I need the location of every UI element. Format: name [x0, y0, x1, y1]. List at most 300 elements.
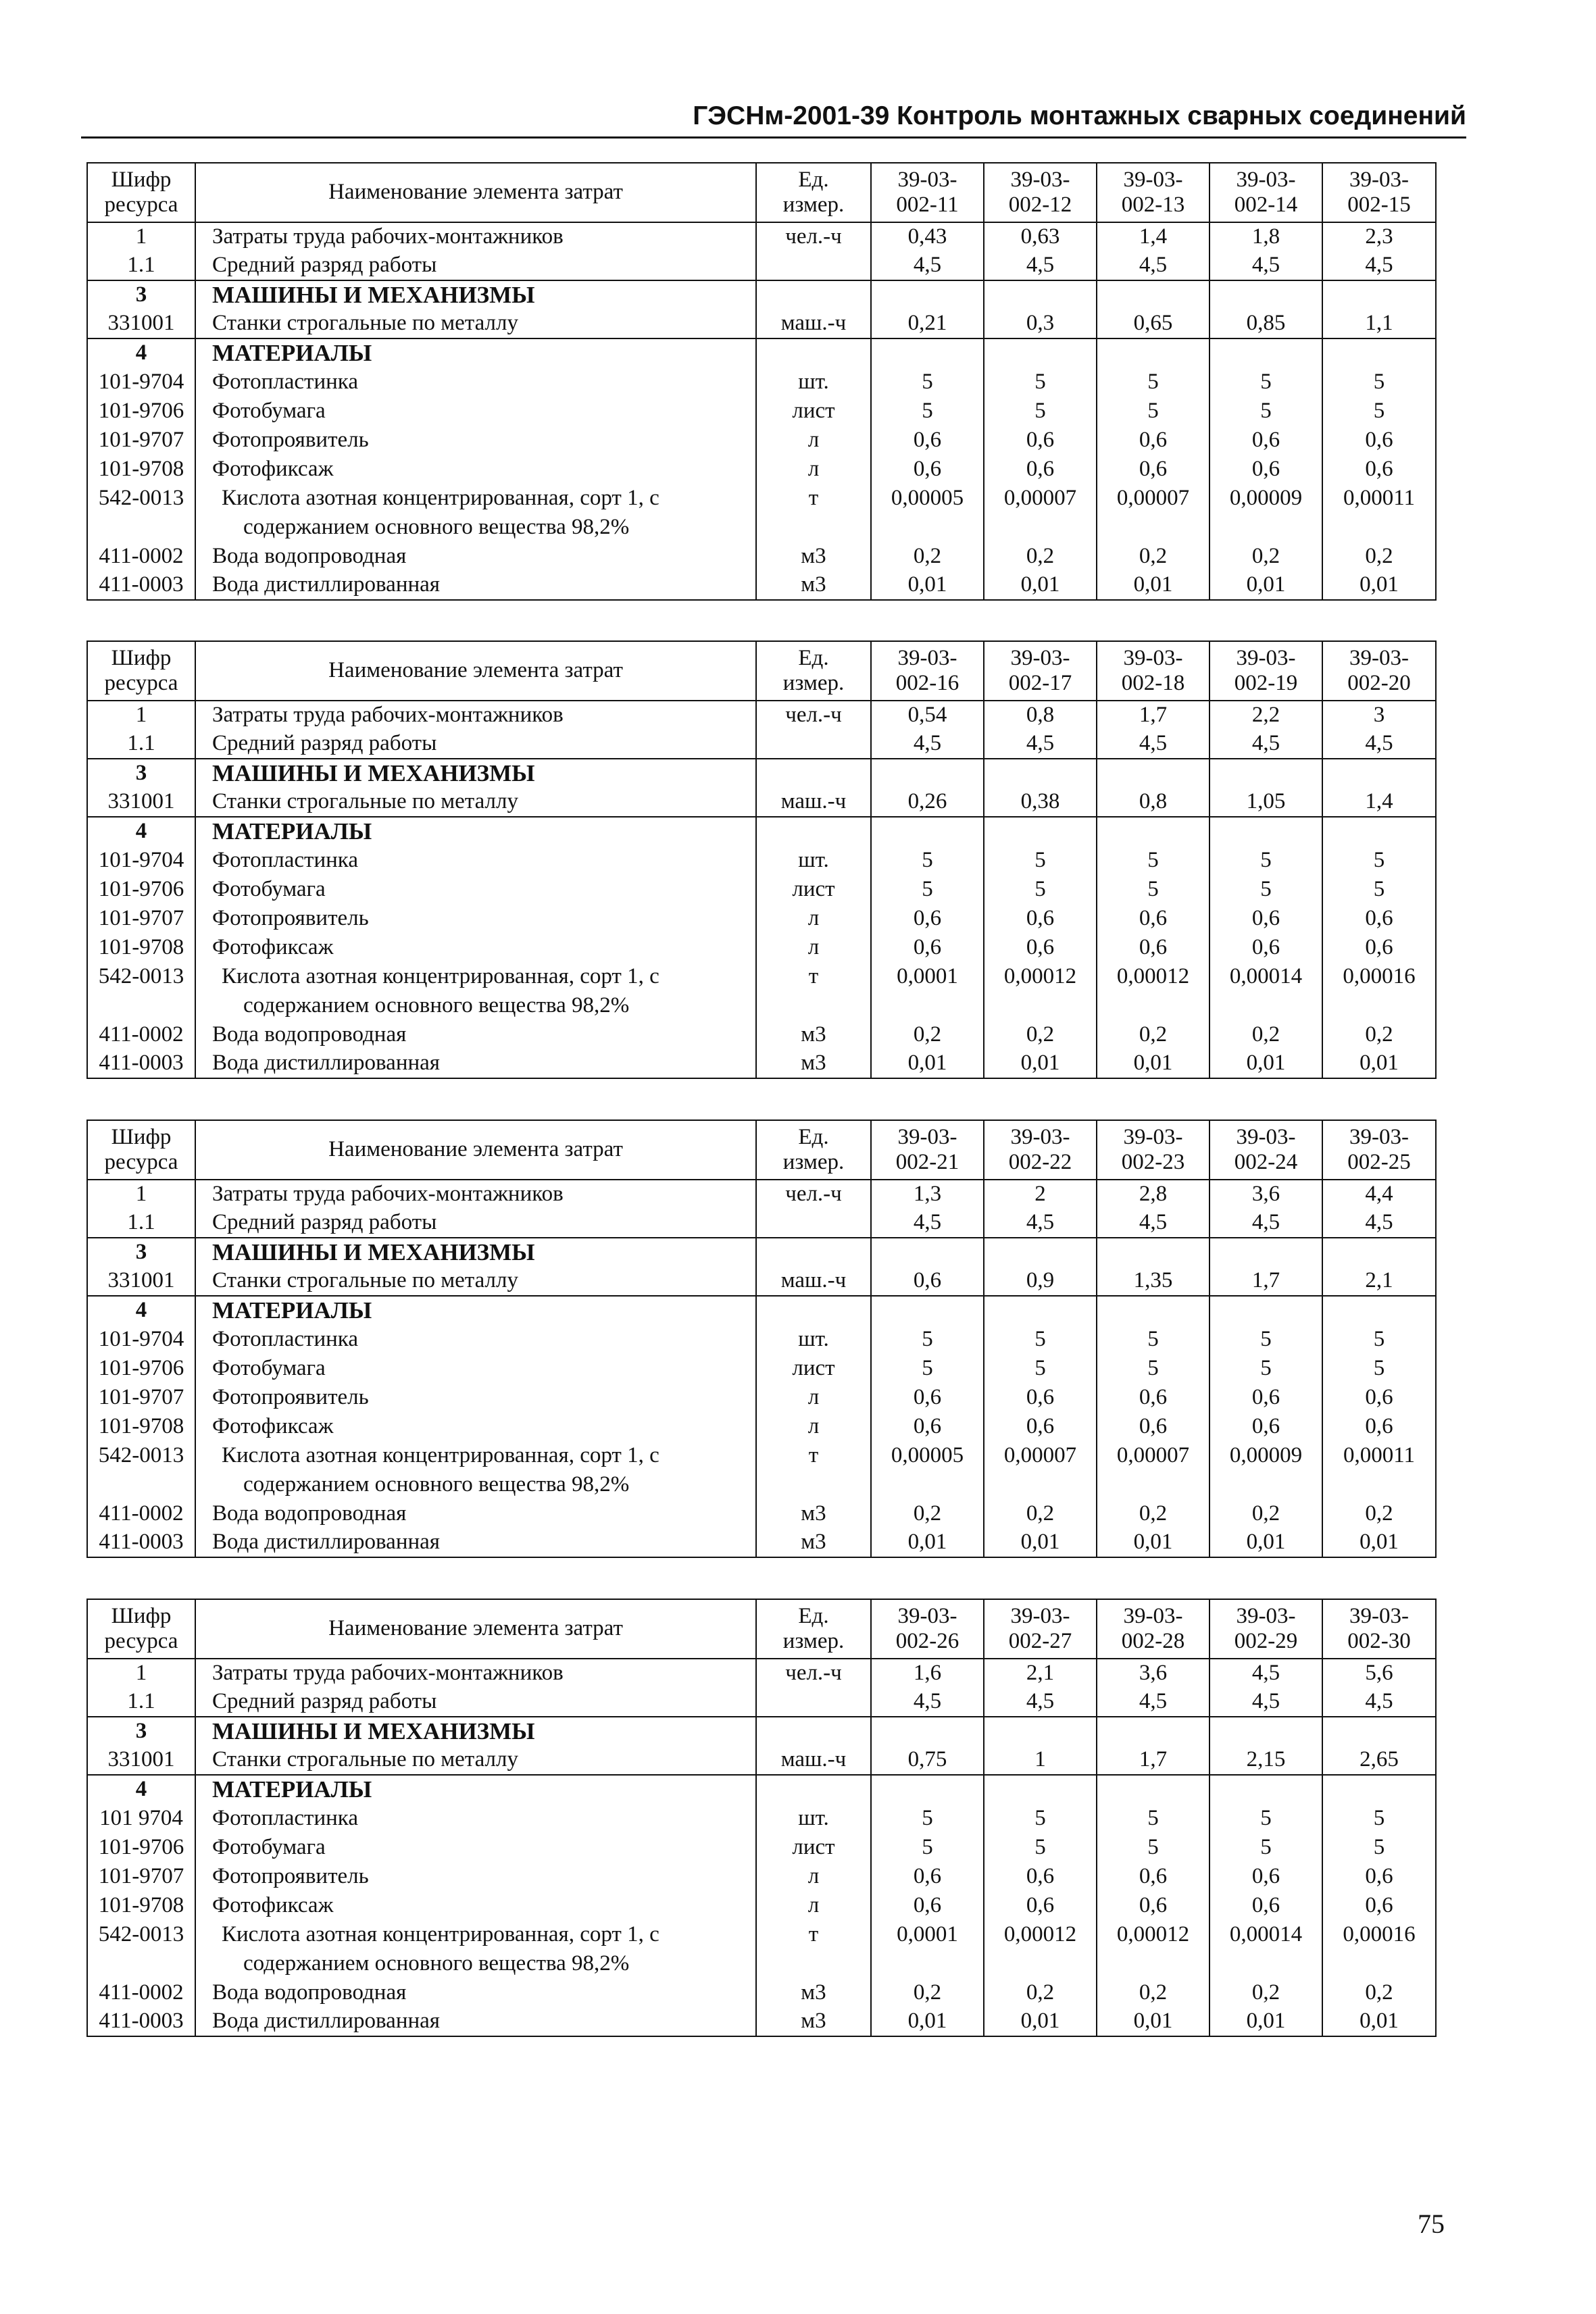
table-row [87, 1804, 1436, 1833]
resource-value: 0,21 [871, 309, 984, 338]
resource-value: 0,8 [984, 701, 1097, 730]
resource-code: 3 [87, 759, 195, 788]
resource-unit: т [756, 1920, 871, 1949]
resource-unit: м3 [756, 571, 871, 600]
header-norm-code [1322, 163, 1436, 222]
resource-unit: т [756, 1441, 871, 1470]
header-norm-code-line2: 002-30 [1347, 1629, 1411, 1653]
resource-value [871, 513, 984, 542]
resource-value [1210, 1470, 1322, 1499]
header-code-line2: ресурса [104, 1150, 178, 1174]
resource-value: 0,6 [1322, 1862, 1436, 1891]
resource-name: Фотобумага [195, 1354, 756, 1383]
table-row [87, 962, 1436, 991]
table-row [87, 484, 1436, 513]
resource-code: 1.1 [87, 1688, 195, 1717]
resource-code: 101-9704 [87, 846, 195, 875]
resource-unit: чел.-ч [756, 1659, 871, 1688]
table-header-row [87, 1120, 1436, 1180]
resource-code: 101-9708 [87, 1891, 195, 1920]
resource-unit [756, 338, 871, 368]
resource-value [984, 1296, 1097, 1325]
table-row [87, 1020, 1436, 1049]
resource-value: 5 [1097, 875, 1210, 904]
resource-name: Средний разряд работы [195, 251, 756, 280]
resource-value [871, 817, 984, 846]
resource-value: 1 [984, 1746, 1097, 1775]
header-unit-line1: Ед. [798, 1603, 829, 1628]
resource-value: 0,6 [1097, 904, 1210, 933]
header-norm-code-line1: 39-03- [1236, 645, 1296, 670]
table-row [87, 1949, 1436, 1978]
resource-value: 0,00014 [1210, 962, 1322, 991]
resource-value: 0,6 [1097, 455, 1210, 484]
resource-unit: л [756, 1862, 871, 1891]
resource-value [984, 280, 1097, 309]
table-row [87, 904, 1436, 933]
resource-value: 0,2 [1097, 542, 1210, 571]
resource-value: 0,3 [984, 309, 1097, 338]
resource-value [871, 1296, 984, 1325]
resource-value: 0,6 [1210, 1862, 1322, 1891]
resource-name: Фотобумага [195, 397, 756, 426]
header-norm-code [1210, 641, 1322, 701]
resource-value [984, 1470, 1097, 1499]
table-row [87, 280, 1436, 309]
resource-code: 101-9704 [87, 1325, 195, 1354]
resource-value: 0,01 [984, 1049, 1097, 1078]
table-row [87, 1209, 1436, 1238]
resource-value [1097, 1470, 1210, 1499]
table-row [87, 846, 1436, 875]
resource-code: 101-9707 [87, 904, 195, 933]
resource-value: 0,6 [871, 455, 984, 484]
resource-name: Кислота азотная концентрированная, сорт 1, с [195, 1441, 756, 1470]
resource-code: 101-9707 [87, 426, 195, 455]
resource-name: содержанием основного вещества 98,2% [195, 1949, 756, 1978]
table-row [87, 1296, 1436, 1325]
header-unit [756, 1599, 871, 1659]
header-norm-code-line1: 39-03- [1349, 167, 1409, 192]
resource-value: 2,2 [1210, 701, 1322, 730]
header-norm-code [871, 163, 984, 222]
header-norm-code-line2: 002-25 [1347, 1150, 1411, 1174]
resource-name: Вода дистиллированная [195, 571, 756, 600]
resource-value: 1,7 [1210, 1267, 1322, 1296]
resource-value: 0,2 [871, 1499, 984, 1528]
resource-unit: т [756, 962, 871, 991]
resource-value: 2 [984, 1180, 1097, 1209]
resource-value: 0,75 [871, 1746, 984, 1775]
resource-value: 0,6 [1322, 426, 1436, 455]
header-norm-code [1097, 641, 1210, 701]
table-row [87, 309, 1436, 338]
resource-unit: маш.-ч [756, 1267, 871, 1296]
header-norm-code [1097, 1120, 1210, 1180]
resource-value: 0,00009 [1210, 1441, 1322, 1470]
resource-unit: м3 [756, 1020, 871, 1049]
resource-value: 3,6 [1210, 1180, 1322, 1209]
resource-name: Фотофиксаж [195, 1891, 756, 1920]
resource-value: 0,2 [984, 1978, 1097, 2007]
resource-code: 101-9706 [87, 875, 195, 904]
resource-value: 1,1 [1322, 309, 1436, 338]
table-row [87, 251, 1436, 280]
header-norm-code-line1: 39-03- [1010, 1603, 1070, 1628]
resource-name: МАШИНЫ И МЕХАНИЗМЫ [195, 1238, 756, 1267]
resource-value: 0,63 [984, 222, 1097, 251]
resource-code: 411-0003 [87, 571, 195, 600]
resource-value: 0,00005 [871, 1441, 984, 1470]
resource-name: Фотопроявитель [195, 904, 756, 933]
resource-value: 0,26 [871, 788, 984, 817]
resource-value: 4,5 [1322, 1209, 1436, 1238]
resource-code: 3 [87, 280, 195, 309]
resource-unit: чел.-ч [756, 222, 871, 251]
resource-value [984, 1949, 1097, 1978]
resource-value [1322, 1296, 1436, 1325]
resource-name: Фотофиксаж [195, 1412, 756, 1441]
resource-code: 1.1 [87, 251, 195, 280]
resource-value: 0,00007 [984, 484, 1097, 513]
resource-value: 0,2 [1097, 1978, 1210, 2007]
resource-name: Вода водопроводная [195, 1499, 756, 1528]
resource-code: 101-9704 [87, 368, 195, 397]
table-row [87, 1412, 1436, 1441]
resource-code: 1 [87, 1180, 195, 1209]
resource-value: 1,8 [1210, 222, 1322, 251]
resource-value: 5 [984, 1804, 1097, 1833]
resource-name: Станки строгальные по металлу [195, 1746, 756, 1775]
header-norm-code-line1: 39-03- [897, 167, 957, 192]
resource-value: 0,01 [1097, 1528, 1210, 1557]
resource-name: Вода дистиллированная [195, 2007, 756, 2036]
table-row [87, 1862, 1436, 1891]
resource-code [87, 1949, 195, 1978]
resource-table-3 [86, 1120, 1437, 1558]
resource-name: МАШИНЫ И МЕХАНИЗМЫ [195, 280, 756, 309]
resource-value: 5 [1210, 1325, 1322, 1354]
header-norm-code-line2: 002-15 [1347, 193, 1411, 217]
resource-name: Фотопластинка [195, 846, 756, 875]
resource-value: 0,2 [1322, 1499, 1436, 1528]
resource-name: Кислота азотная концентрированная, сорт 1, с [195, 484, 756, 513]
resource-value: 1,35 [1097, 1267, 1210, 1296]
resource-value: 0,2 [871, 1978, 984, 2007]
header-norm-code-line1: 39-03- [897, 645, 957, 670]
header-norm-code-line2: 002-23 [1121, 1150, 1185, 1174]
resource-value: 0,01 [871, 2007, 984, 2036]
resource-value: 0,43 [871, 222, 984, 251]
resource-code: 411-0002 [87, 1020, 195, 1049]
table-row [87, 1499, 1436, 1528]
table-row [87, 426, 1436, 455]
header-name: Наименование элемента затрат [195, 1599, 756, 1659]
resource-code: 101-9707 [87, 1383, 195, 1412]
resource-name: Вода дистиллированная [195, 1528, 756, 1557]
resource-value [1097, 1775, 1210, 1804]
header-norm-code [1322, 1120, 1436, 1180]
resource-name: Фотобумага [195, 1833, 756, 1862]
resource-code: 1 [87, 701, 195, 730]
resource-value: 4,5 [871, 251, 984, 280]
table-row [87, 2007, 1436, 2036]
resource-value: 0,00009 [1210, 484, 1322, 513]
resource-value: 0,2 [1210, 1020, 1322, 1049]
resource-value [871, 1949, 984, 1978]
resource-value: 0,6 [871, 1891, 984, 1920]
header-unit-line2: измер. [782, 671, 845, 695]
header-code-line2: ресурса [104, 671, 178, 695]
resource-unit [756, 1296, 871, 1325]
resource-value [1097, 280, 1210, 309]
resource-value: 0,6 [984, 1383, 1097, 1412]
header-code-line1: Шифр [111, 1603, 172, 1628]
resource-value: 0,6 [1097, 1383, 1210, 1412]
resource-value [1097, 513, 1210, 542]
resource-value: 2,1 [984, 1659, 1097, 1688]
header-unit-line1: Ед. [798, 1124, 829, 1149]
resource-value [1322, 817, 1436, 846]
resource-value: 1,7 [1097, 701, 1210, 730]
resource-value: 0,2 [1322, 1978, 1436, 2007]
resource-value: 4,5 [984, 251, 1097, 280]
resource-unit: маш.-ч [756, 309, 871, 338]
resource-unit [756, 251, 871, 280]
resource-value: 4,5 [1097, 1688, 1210, 1717]
resource-code: 101-9706 [87, 1354, 195, 1383]
resource-value: 1,05 [1210, 788, 1322, 817]
resource-code: 4 [87, 338, 195, 368]
resource-value [871, 280, 984, 309]
resource-value: 1,4 [1097, 222, 1210, 251]
table-row [87, 1833, 1436, 1862]
resource-unit [756, 1209, 871, 1238]
resource-name: Фотопроявитель [195, 426, 756, 455]
resource-unit [756, 1238, 871, 1267]
resource-code: 4 [87, 817, 195, 846]
resource-unit: маш.-ч [756, 1746, 871, 1775]
resource-value [1210, 338, 1322, 368]
resource-value: 0,00011 [1322, 484, 1436, 513]
resource-value: 5 [1322, 846, 1436, 875]
resource-value: 0,01 [984, 2007, 1097, 2036]
header-norm-code [871, 1120, 984, 1180]
resource-code: 411-0002 [87, 542, 195, 571]
resource-value: 4,5 [1322, 730, 1436, 759]
resource-value: 0,6 [984, 904, 1097, 933]
resource-value: 0,38 [984, 788, 1097, 817]
resource-value: 0,01 [984, 571, 1097, 600]
header-norm-code [1097, 163, 1210, 222]
page-header: ГЭСНм-2001-39 Контроль монтажных сварных соединений [81, 101, 1466, 139]
resource-value: 5 [1210, 1354, 1322, 1383]
header-unit [756, 1120, 871, 1180]
resource-name: Кислота азотная концентрированная, сорт 1, с [195, 1920, 756, 1949]
resource-value: 0,65 [1097, 309, 1210, 338]
header-norm-code-line2: 002-17 [1008, 671, 1072, 695]
table-row [87, 875, 1436, 904]
resource-value [1210, 513, 1322, 542]
resource-name: Станки строгальные по металлу [195, 788, 756, 817]
resource-name: Вода водопроводная [195, 542, 756, 571]
resource-name: МАШИНЫ И МЕХАНИЗМЫ [195, 759, 756, 788]
resource-value: 0,6 [1210, 426, 1322, 455]
resource-value: 0,00007 [984, 1441, 1097, 1470]
resource-value: 5 [871, 875, 984, 904]
resource-name: содержанием основного вещества 98,2% [195, 513, 756, 542]
resource-unit: м3 [756, 1499, 871, 1528]
resource-value: 5 [1097, 368, 1210, 397]
resource-value: 5 [984, 1325, 1097, 1354]
header-norm-code-line1: 39-03- [1010, 167, 1070, 192]
resource-value: 5 [984, 1354, 1097, 1383]
resource-value: 4,4 [1322, 1180, 1436, 1209]
table-row [87, 1746, 1436, 1775]
resource-value: 0,6 [984, 1862, 1097, 1891]
resource-value: 0,6 [1210, 904, 1322, 933]
header-norm-code-line1: 39-03- [1236, 1603, 1296, 1628]
header-name: Наименование элемента затрат [195, 641, 756, 701]
resource-value: 5 [871, 1325, 984, 1354]
resource-unit: м3 [756, 542, 871, 571]
resource-value: 0,6 [1097, 1862, 1210, 1891]
resource-name: Вода дистиллированная [195, 1049, 756, 1078]
resource-value: 0,6 [1210, 1383, 1322, 1412]
header-unit [756, 641, 871, 701]
resource-name: МАТЕРИАЛЫ [195, 338, 756, 368]
resource-value [1097, 991, 1210, 1020]
resource-value [1322, 991, 1436, 1020]
header-norm-code-line1: 39-03- [1349, 1603, 1409, 1628]
resource-name: Средний разряд работы [195, 730, 756, 759]
resource-value: 0,6 [984, 455, 1097, 484]
resource-unit: шт. [756, 1325, 871, 1354]
resource-code: 542-0013 [87, 1920, 195, 1949]
resource-unit [756, 1949, 871, 1978]
resource-value: 0,2 [984, 1020, 1097, 1049]
table-row [87, 1528, 1436, 1557]
resource-value: 0,01 [1210, 2007, 1322, 2036]
table-row [87, 730, 1436, 759]
table-row [87, 1717, 1436, 1746]
header-code-line1: Шифр [111, 645, 172, 670]
resource-value: 0,00016 [1322, 962, 1436, 991]
header-unit-line2: измер. [782, 1629, 845, 1653]
header-norm-code [1322, 641, 1436, 701]
resource-value [1210, 759, 1322, 788]
resource-value [984, 817, 1097, 846]
resource-value: 2,15 [1210, 1746, 1322, 1775]
resource-unit: л [756, 455, 871, 484]
resource-value: 0,00011 [1322, 1441, 1436, 1470]
resource-value [1322, 1717, 1436, 1746]
resource-value: 0,6 [1322, 1412, 1436, 1441]
resource-value: 0,9 [984, 1267, 1097, 1296]
resource-value: 0,6 [984, 933, 1097, 962]
resource-value [1097, 338, 1210, 368]
resource-value: 5 [871, 1354, 984, 1383]
resource-value: 0,01 [871, 1528, 984, 1557]
resource-unit: лист [756, 1354, 871, 1383]
header-code [87, 163, 195, 222]
header-norm-code [984, 163, 1097, 222]
resource-name: Затраты труда рабочих-монтажников [195, 1659, 756, 1688]
header-norm-code [1210, 1120, 1322, 1180]
resource-unit: м3 [756, 2007, 871, 2036]
resource-value: 0,00007 [1097, 1441, 1210, 1470]
resource-name: МАТЕРИАЛЫ [195, 817, 756, 846]
header-code-line2: ресурса [104, 193, 178, 217]
header-norm-code-line2: 002-24 [1234, 1150, 1298, 1174]
resource-value [1210, 280, 1322, 309]
table-row [87, 397, 1436, 426]
header-unit-line2: измер. [782, 193, 845, 217]
resource-value: 0,00007 [1097, 484, 1210, 513]
resource-code: 1 [87, 1659, 195, 1688]
resource-name: Фотофиксаж [195, 933, 756, 962]
resource-unit: л [756, 1412, 871, 1441]
resource-value: 0,6 [984, 1891, 1097, 1920]
resource-value [1210, 991, 1322, 1020]
resource-value: 5 [1210, 1804, 1322, 1833]
resource-value: 5,6 [1322, 1659, 1436, 1688]
resource-code: 331001 [87, 1267, 195, 1296]
resource-value: 0,00014 [1210, 1920, 1322, 1949]
header-norm-code [871, 1599, 984, 1659]
header-code [87, 1599, 195, 1659]
resource-value: 0,2 [1097, 1499, 1210, 1528]
resource-value [1097, 1296, 1210, 1325]
resource-value [1097, 1717, 1210, 1746]
resource-value: 5 [1097, 1325, 1210, 1354]
table-row [87, 571, 1436, 600]
table-row [87, 759, 1436, 788]
table-row [87, 1383, 1436, 1412]
resource-value: 2,1 [1322, 1267, 1436, 1296]
resource-name: Фотофиксаж [195, 455, 756, 484]
resource-name: МАТЕРИАЛЫ [195, 1775, 756, 1804]
table-row [87, 455, 1436, 484]
header-norm-code-line2: 002-18 [1121, 671, 1185, 695]
table-row [87, 1325, 1436, 1354]
resource-code: 3 [87, 1717, 195, 1746]
resource-unit [756, 991, 871, 1020]
resource-value: 5 [1322, 368, 1436, 397]
resource-value: 0,00012 [984, 1920, 1097, 1949]
table-header-row [87, 163, 1436, 222]
resource-value: 0,2 [984, 1499, 1097, 1528]
resource-value: 0,2 [871, 542, 984, 571]
resource-value: 3 [1322, 701, 1436, 730]
resource-name: Средний разряд работы [195, 1688, 756, 1717]
resource-value [984, 1238, 1097, 1267]
resource-value: 5 [871, 397, 984, 426]
header-norm-code-line2: 002-13 [1121, 193, 1185, 217]
header-code [87, 1120, 195, 1180]
resource-unit: т [756, 484, 871, 513]
resource-unit [756, 513, 871, 542]
header-norm-code-line2: 002-26 [895, 1629, 959, 1653]
resource-unit: л [756, 933, 871, 962]
resource-value: 5 [1322, 875, 1436, 904]
header-norm-code-line1: 39-03- [1123, 1603, 1183, 1628]
resource-unit: чел.-ч [756, 1180, 871, 1209]
resource-code: 411-0002 [87, 1978, 195, 2007]
table-row [87, 1978, 1436, 2007]
resource-unit: шт. [756, 368, 871, 397]
header-norm-code [1210, 1599, 1322, 1659]
